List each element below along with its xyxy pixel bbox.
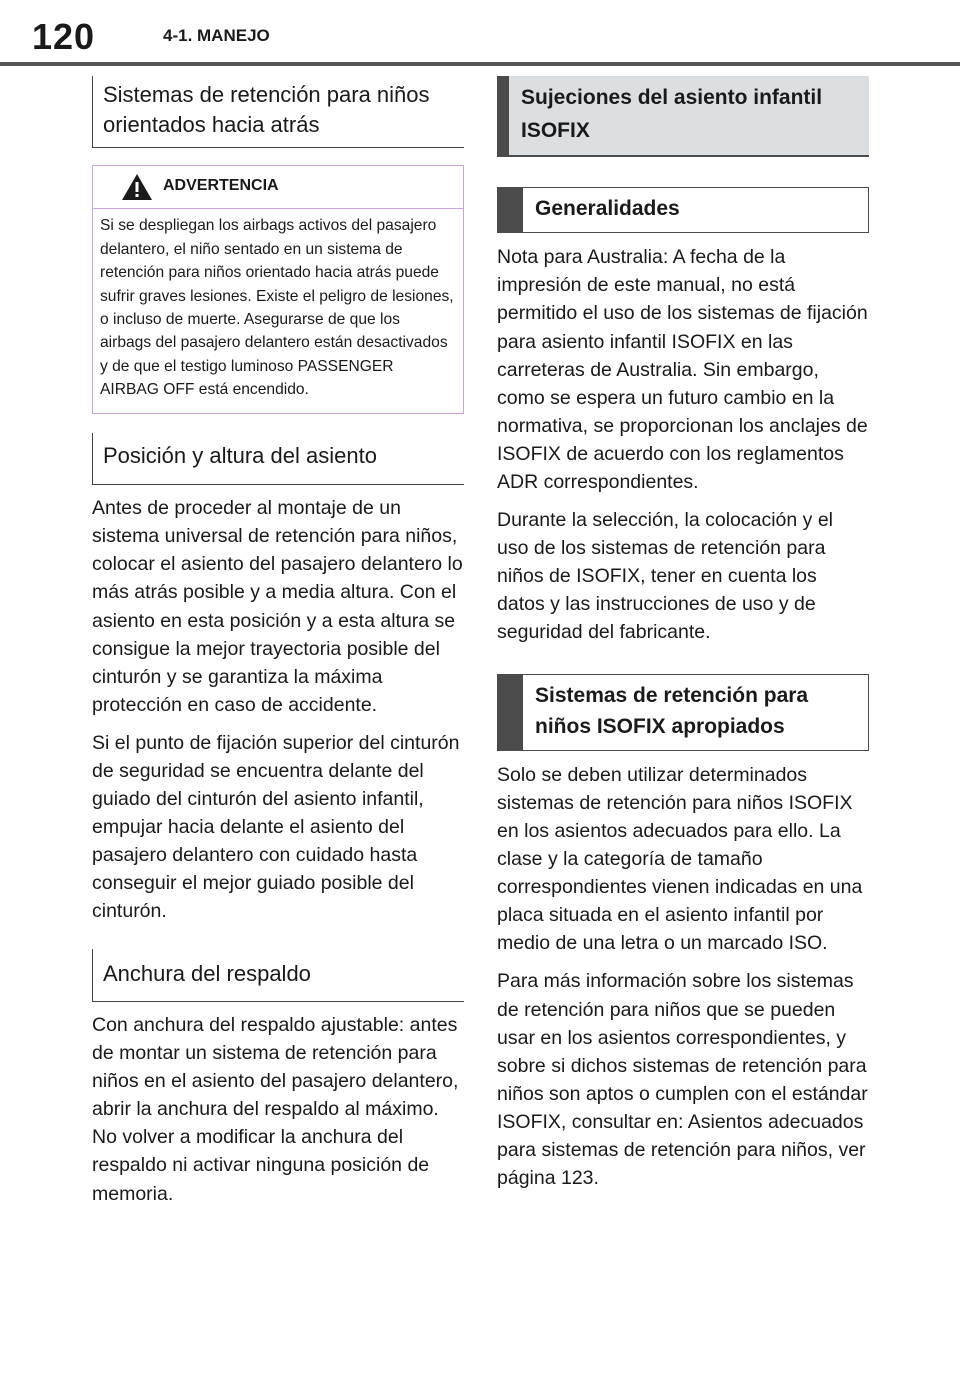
paragraph-general-2: Durante la selección, la colocación y el uso de los sistemas de retención para niños de ISOFIX, tener en cuenta los datos y las instrucciones de uso y de seguridad del fabricante. xyxy=(497,509,834,644)
warning-header xyxy=(93,166,463,209)
heading-suitable-isofix: Sistemas de retención para niños ISOFIX apropiados xyxy=(497,674,869,750)
heading-general: Generalidades xyxy=(497,187,869,233)
paragraph-seat-position-2: Si el punto de fijación superior del cinturón de seguridad se encuentra delante del guiado del cinturón del asiento infantil, empujar hacia delante el asiento del pasajero delantero con cuidado hasta conseguir el mejor guiado posible del cinturón. xyxy=(92,731,460,923)
subhead-rear-facing: Sistemas de retención para niños orientados hacia atrás xyxy=(92,76,464,148)
subhead-seat-position: Posición y altura del asiento xyxy=(92,433,464,486)
right-column xyxy=(497,76,869,1202)
paragraph-suitable-1: Solo se deben utilizar determinados sistemas de retención para niños ISOFIX en los asientos adecuados para ello. La clase y la categoría de tamaño correspondientes vienen indicadas en una placa situada en el asiento infantil por medio de una letra o un marcado ISO. xyxy=(497,763,863,955)
page-number: 120 xyxy=(32,16,96,57)
paragraph-backrest-width: Con anchura del respaldo ajustable: antes de montar un sistema de retención para niños en el asiento del pasajero delantero, abrir la anchura del respaldo al máximo. No volver a modificar la anchura del respaldo ni activar ninguna posición de memoria. xyxy=(92,1014,459,1205)
paragraph-suitable-2: Para más información sobre los sistemas de retención para niños que se pueden usar en los asientos correspondientes, y sobre si dichos sistemas de retención para niños son aptos o cumplen con el estándar ISOFIX, consultar en: Asientos adecuados para sistemas de retención para niños, ver página 123. xyxy=(497,970,868,1189)
subhead-backrest-width: Anchura del respaldo xyxy=(92,949,464,1002)
warning-text: Si se despliegan los airbags activos del pasajero delantero, el niño sentado en un sistema de retención para niños orientado hacia atrás puede sufrir graves lesiones. Existe el peligro de lesiones, o incluso de muerte. Asegurarse de que los airbags del pasajero delantero están desactivados y de que el testigo luminoso PASSENGER AIRBAG OFF está encendido. xyxy=(100,217,454,399)
warning-box xyxy=(92,165,464,413)
paragraph-general-1: Nota para Australia: A fecha de la impresión de este manual, no está permitido el uso de los sistemas de fijación para asiento infantil ISOFIX en las carreteras de Australia. Sin embargo, como se espera un futuro cambio en la normativa, se proporcionan los anclajes de ISOFIX de acuerdo con los reglamentos ADR correspondientes. xyxy=(497,246,868,493)
isofix-main-heading: Sujeciones del asiento infantil ISOFIX xyxy=(497,76,869,157)
paragraph-seat-position-1: Antes de proceder al montaje de un sistema universal de retención para niños, colocar el asiento del pasajero delantero lo más atrás posible y a media altura. Con el asiento en esta posición y a esta altura se consigue la mejor trayectoria posible del cinturón y se garantiza la máxima protección en caso de accidente. xyxy=(92,497,463,716)
warning-title: ADVERTENCIA xyxy=(163,177,279,195)
left-column xyxy=(92,76,464,1218)
section-title: 4-1. MANEJO xyxy=(163,26,270,45)
warning-triangle-icon xyxy=(121,172,153,202)
header-divider xyxy=(0,62,960,66)
